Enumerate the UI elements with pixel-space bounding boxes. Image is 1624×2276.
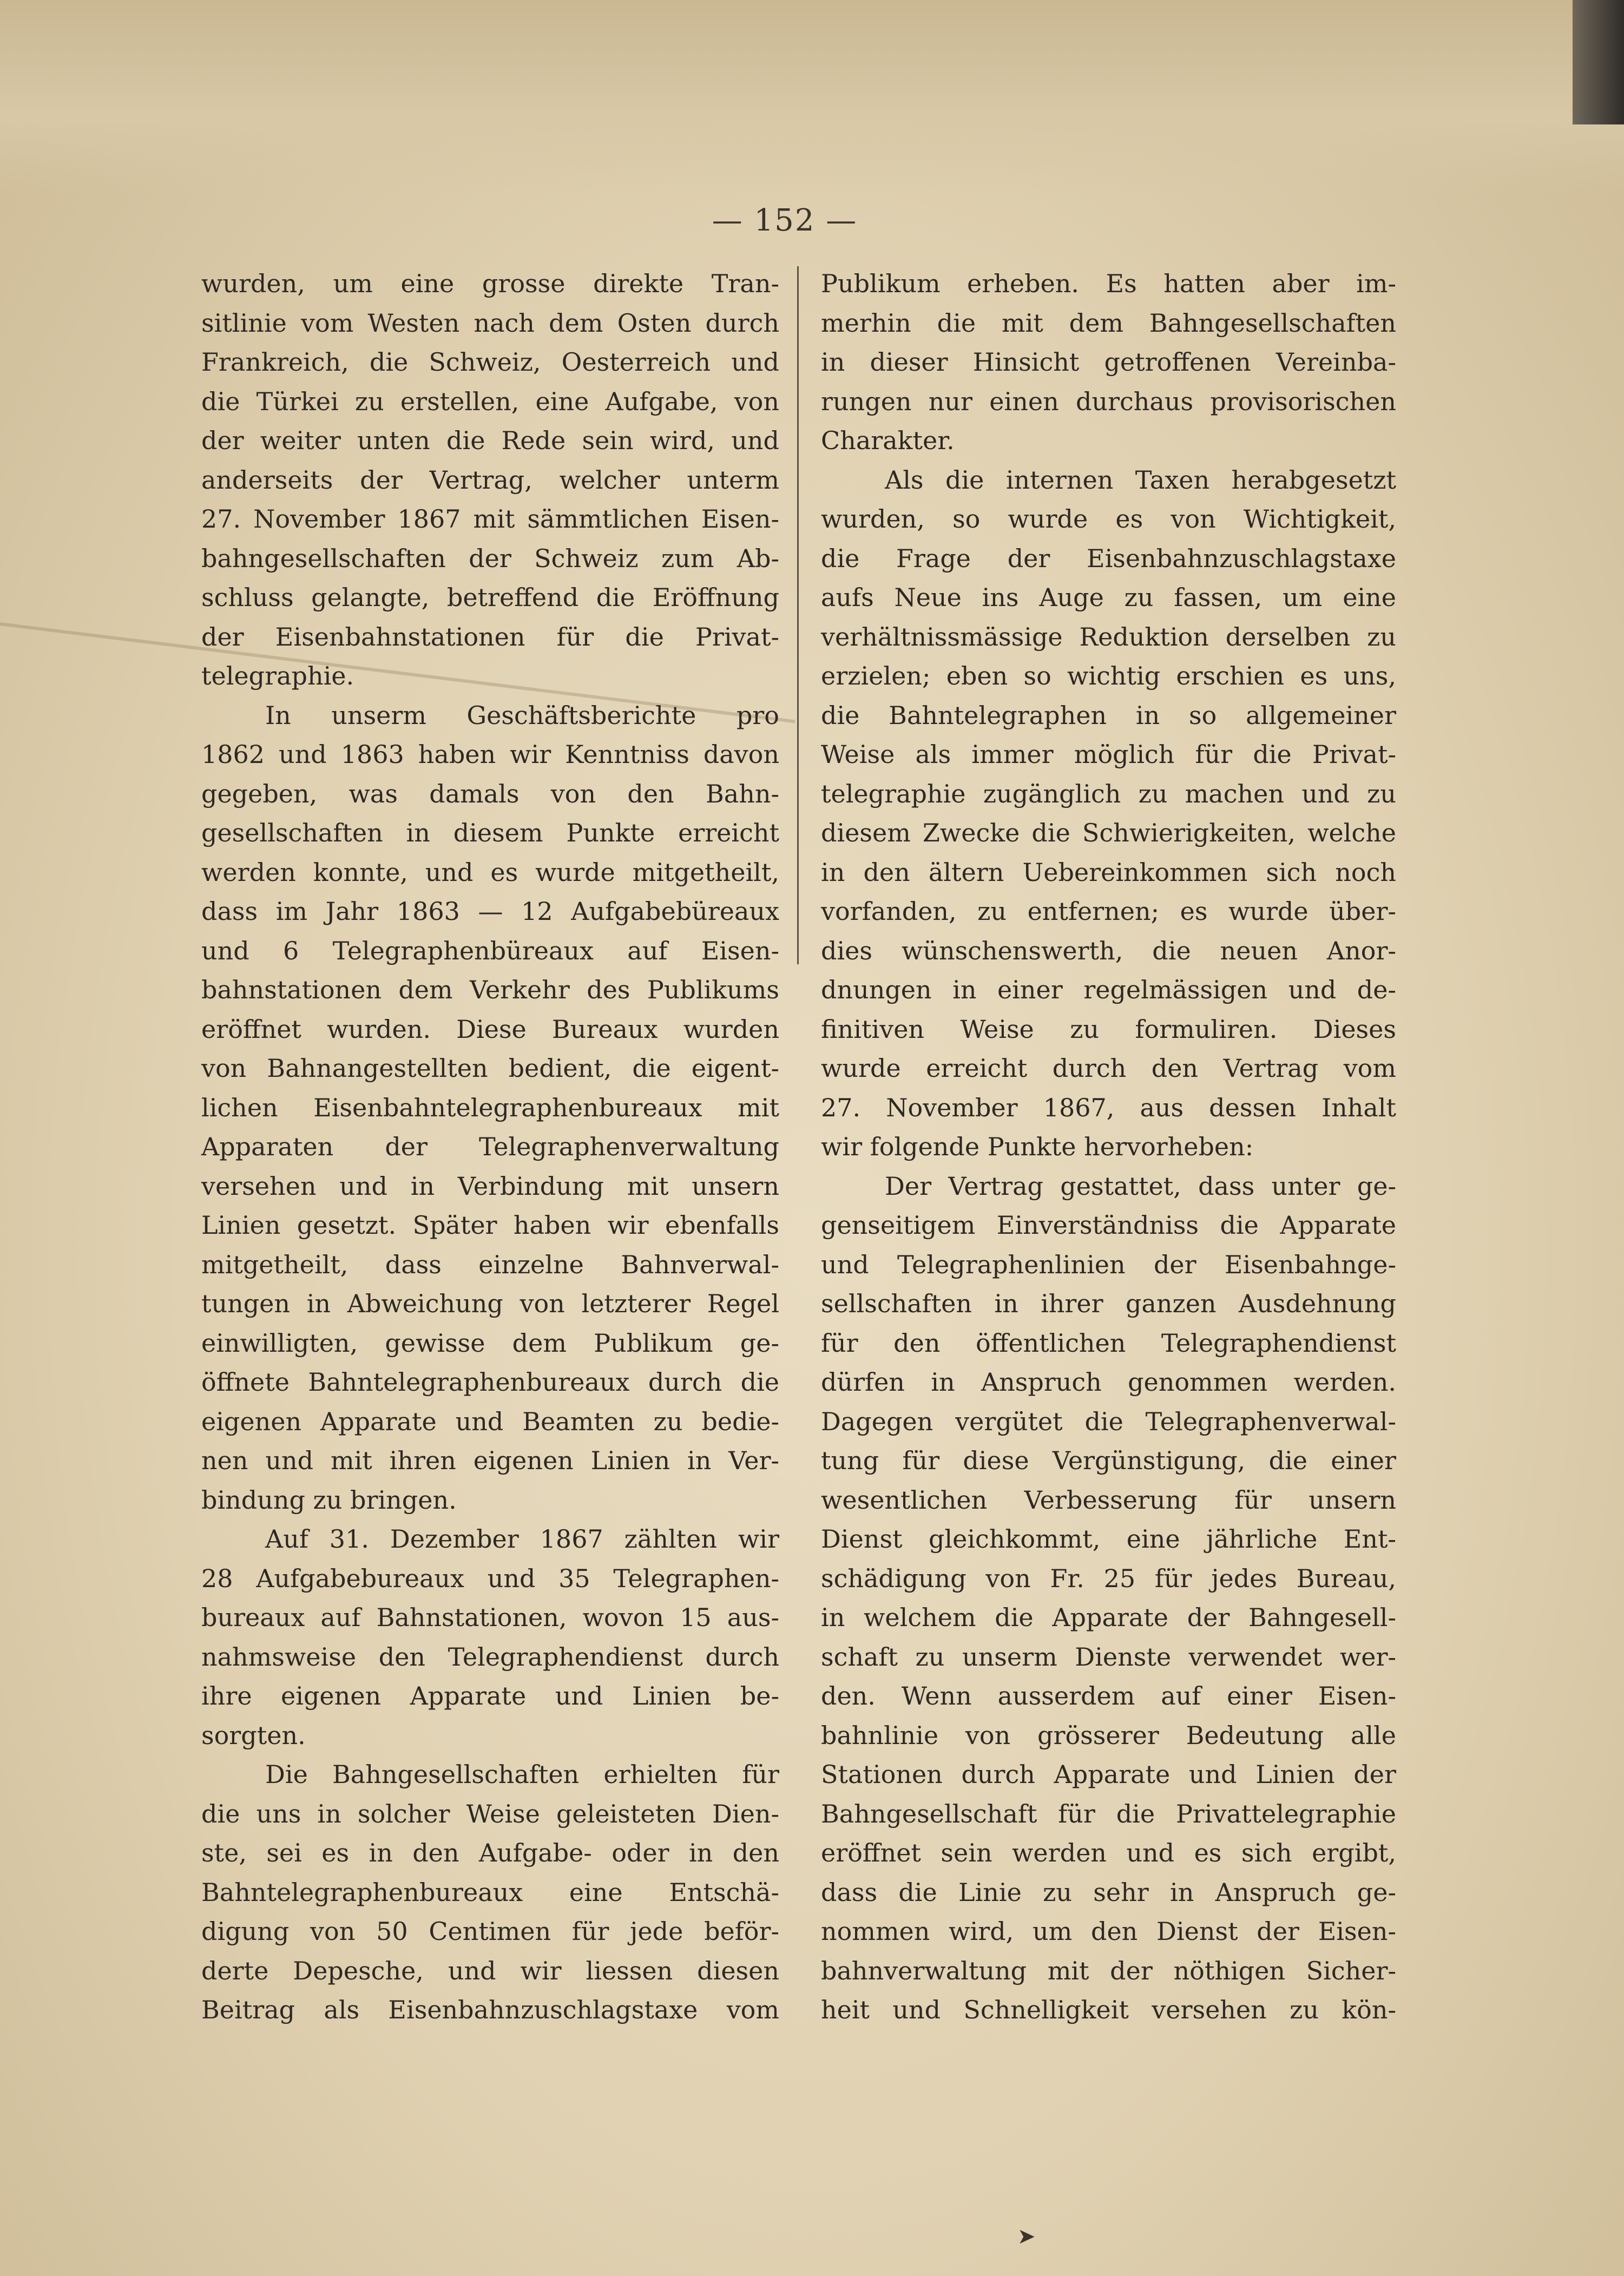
text-line: Die Bahngesellschaften erhielten für xyxy=(265,1760,779,1789)
text-line: erzielen; eben so wichtig erschien es uns, xyxy=(821,661,1396,690)
text-line: telegraphie zugänglich zu machen und zu xyxy=(821,779,1396,808)
text-line: bahnstationen dem Verkehr des Publikums xyxy=(201,975,779,1004)
text-line: die uns in solcher Weise geleisteten Dien- xyxy=(201,1799,779,1828)
text-line: vorfanden, zu entfernen; es wurde über- xyxy=(821,897,1396,926)
text-line: Dienst gleichkommt, eine jährliche Ent- xyxy=(821,1524,1396,1554)
text-line: Linien gesetzt. Später haben wir ebenfalls xyxy=(201,1211,779,1240)
text-line: in den ältern Uebereinkommen sich noch xyxy=(821,857,1396,887)
text-line: ste, sei es in den Aufgabe- oder in den xyxy=(201,1838,779,1867)
text-line: telegraphie. xyxy=(201,661,354,690)
text-line: werden konnte, und es wurde mitgetheilt, xyxy=(201,857,779,887)
text-line: digung von 50 Centimen für jede beför- xyxy=(201,1917,779,1946)
text-line: bureaux auf Bahnstationen, wovon 15 aus- xyxy=(201,1603,779,1632)
text-line: Bahntelegraphenbureaux eine Entschä- xyxy=(201,1877,779,1907)
text-line: gegeben, was damals von den Bahn- xyxy=(201,779,779,808)
text-line: den. Wenn ausserdem auf einer Eisen- xyxy=(821,1681,1396,1711)
text-line: in welchem die Apparate der Bahngesell- xyxy=(821,1603,1396,1632)
text-line: Publikum erheben. Es hatten aber im- xyxy=(821,269,1396,298)
text-line: schaft zu unserm Dienste verwendet wer- xyxy=(821,1642,1396,1672)
text-line: 28 Aufgabebureaux und 35 Telegraphen- xyxy=(201,1563,779,1593)
text-line: in dieser Hinsicht getroffenen Vereinba- xyxy=(821,347,1396,377)
text-line: 1862 und 1863 haben wir Kenntniss davon xyxy=(201,740,779,769)
text-line: sorgten. xyxy=(201,1720,306,1750)
text-line: nen und mit ihren eigenen Linien in Ver- xyxy=(201,1446,779,1475)
text-line: dass die Linie zu sehr in Anspruch ge- xyxy=(821,1877,1396,1907)
text-line: wurden, so wurde es von Wichtigkeit, xyxy=(821,504,1396,534)
text-line: heit und Schnelligkeit versehen zu kön- xyxy=(821,1995,1396,2024)
text-line: Frankreich, die Schweiz, Oesterreich und xyxy=(201,347,779,377)
text-line: dies wünschenswerth, die neuen Anor- xyxy=(821,936,1396,965)
text-line: wir folgende Punkte hervorheben: xyxy=(821,1132,1254,1161)
text-line: Charakter. xyxy=(821,426,955,455)
text-line: Bahngesellschaft für die Privattelegraphie xyxy=(821,1799,1396,1828)
text-line: bindung zu bringen. xyxy=(201,1485,457,1515)
page-number: — 152 — xyxy=(712,203,858,238)
text-line: aufs Neue ins Auge zu fassen, um eine xyxy=(821,583,1396,612)
text-line: Weise als immer möglich für die Privat- xyxy=(821,740,1396,769)
text-line: Stationen durch Apparate und Linien der xyxy=(821,1760,1396,1789)
text-line: und Telegraphenlinien der Eisenbahnge- xyxy=(821,1249,1396,1279)
text-line: dnungen in einer regelmässigen und de- xyxy=(821,975,1396,1004)
text-line: wurden, um eine grosse direkte Tran- xyxy=(201,269,779,298)
text-line: sitlinie vom Westen nach dem Osten durch xyxy=(201,308,779,338)
torn-top-edge xyxy=(0,0,1624,195)
text-line: eröffnet sein werden und es sich ergibt, xyxy=(821,1838,1396,1867)
text-line: einwilligten, gewisse dem Publikum ge- xyxy=(201,1328,779,1358)
column-divider xyxy=(797,266,799,964)
text-line: bahnlinie von grösserer Bedeutung alle xyxy=(821,1720,1396,1750)
text-line: eigenen Apparate und Beamten zu bedie- xyxy=(201,1406,779,1436)
text-line: dürfen in Anspruch genommen werden. xyxy=(821,1367,1396,1397)
text-line: und 6 Telegraphenbüreaux auf Eisen- xyxy=(201,936,779,965)
text-line: anderseits der Vertrag, welcher unterm xyxy=(201,465,779,495)
text-line: der Eisenbahnstationen für die Privat- xyxy=(201,622,779,652)
text-line: genseitigem Einverständniss die Apparate xyxy=(821,1211,1396,1240)
text-line: öffnete Bahntelegraphenbureaux durch die xyxy=(201,1367,779,1397)
text-line: gesellschaften in diesem Punkte erreicht xyxy=(201,818,779,847)
right-text-column xyxy=(821,264,1396,2030)
text-line: dass im Jahr 1863 — 12 Aufgabebüreaux xyxy=(201,897,779,926)
text-line: diesem Zwecke die Schwierigkeiten, welche xyxy=(821,818,1396,847)
text-line: der weiter unten die Rede sein wird, und xyxy=(201,426,779,455)
text-line: merhin die mit dem Bahngesellschaften xyxy=(821,308,1396,338)
footer-mark: ➤ xyxy=(1017,2224,1036,2249)
background-corner xyxy=(1573,0,1624,124)
text-line: von Bahnangestellten bedient, die eigent- xyxy=(201,1054,779,1083)
text-line: nommen wird, um den Dienst der Eisen- xyxy=(821,1917,1396,1946)
text-line: wesentlichen Verbesserung für unsern xyxy=(821,1485,1396,1515)
text-line: Dagegen vergütet die Telegraphenverwal- xyxy=(821,1406,1396,1436)
text-line: schluss gelangte, betreffend die Eröffnung xyxy=(201,583,779,612)
text-line: 27. November 1867, aus dessen Inhalt xyxy=(821,1093,1396,1122)
text-line: wurde erreicht durch den Vertrag vom xyxy=(821,1054,1396,1083)
text-line: rungen nur einen durchaus provisorischen xyxy=(821,386,1396,416)
text-line: Apparaten der Telegraphenverwaltung xyxy=(201,1132,779,1161)
text-line: Der Vertrag gestattet, dass unter ge- xyxy=(885,1171,1396,1201)
text-line: 27. November 1867 mit sämmtlichen Eisen- xyxy=(201,504,779,534)
text-line: schädigung von Fr. 25 für jedes Bureau, xyxy=(821,1563,1396,1593)
text-line: sellschaften in ihrer ganzen Ausdehnung xyxy=(821,1289,1396,1318)
text-line: tungen in Abweichung von letzterer Regel xyxy=(201,1289,779,1318)
text-line: für den öffentlichen Telegraphendienst xyxy=(821,1328,1396,1358)
text-line: lichen Eisenbahntelegraphenbureaux mit xyxy=(201,1093,779,1122)
text-line: Auf 31. Dezember 1867 zählten wir xyxy=(265,1524,779,1554)
text-line: eröffnet wurden. Diese Bureaux wurden xyxy=(201,1014,779,1044)
text-line: mitgetheilt, dass einzelne Bahnverwal- xyxy=(201,1249,779,1279)
text-line: die Frage der Eisenbahnzuschlagstaxe xyxy=(821,543,1396,573)
text-line: die Türkei zu erstellen, eine Aufgabe, von xyxy=(201,386,779,416)
text-line: Als die internen Taxen herabgesetzt xyxy=(885,465,1396,495)
text-line: In unserm Geschäftsberichte pro xyxy=(265,700,779,730)
text-line: versehen und in Verbindung mit unsern xyxy=(201,1171,779,1201)
text-line: finitiven Weise zu formuliren. Dieses xyxy=(821,1014,1396,1044)
text-line: bahnverwaltung mit der nöthigen Sicher- xyxy=(821,1956,1396,1985)
text-line: ihre eigenen Apparate und Linien be- xyxy=(201,1681,779,1711)
text-line: nahmsweise den Telegraphendienst durch xyxy=(201,1642,779,1672)
text-line: Beitrag als Eisenbahnzuschlagstaxe vom xyxy=(201,1995,779,2024)
text-line: bahngesellschaften der Schweiz zum Ab- xyxy=(201,543,779,573)
text-line: derte Depesche, und wir liessen diesen xyxy=(201,1956,779,1985)
text-line: tung für diese Vergünstigung, die einer xyxy=(821,1446,1396,1475)
left-text-column xyxy=(201,264,779,2030)
text-line: verhältnissmässige Reduktion derselben zu xyxy=(821,622,1396,652)
text-line: die Bahntelegraphen in so allgemeiner xyxy=(821,700,1396,730)
